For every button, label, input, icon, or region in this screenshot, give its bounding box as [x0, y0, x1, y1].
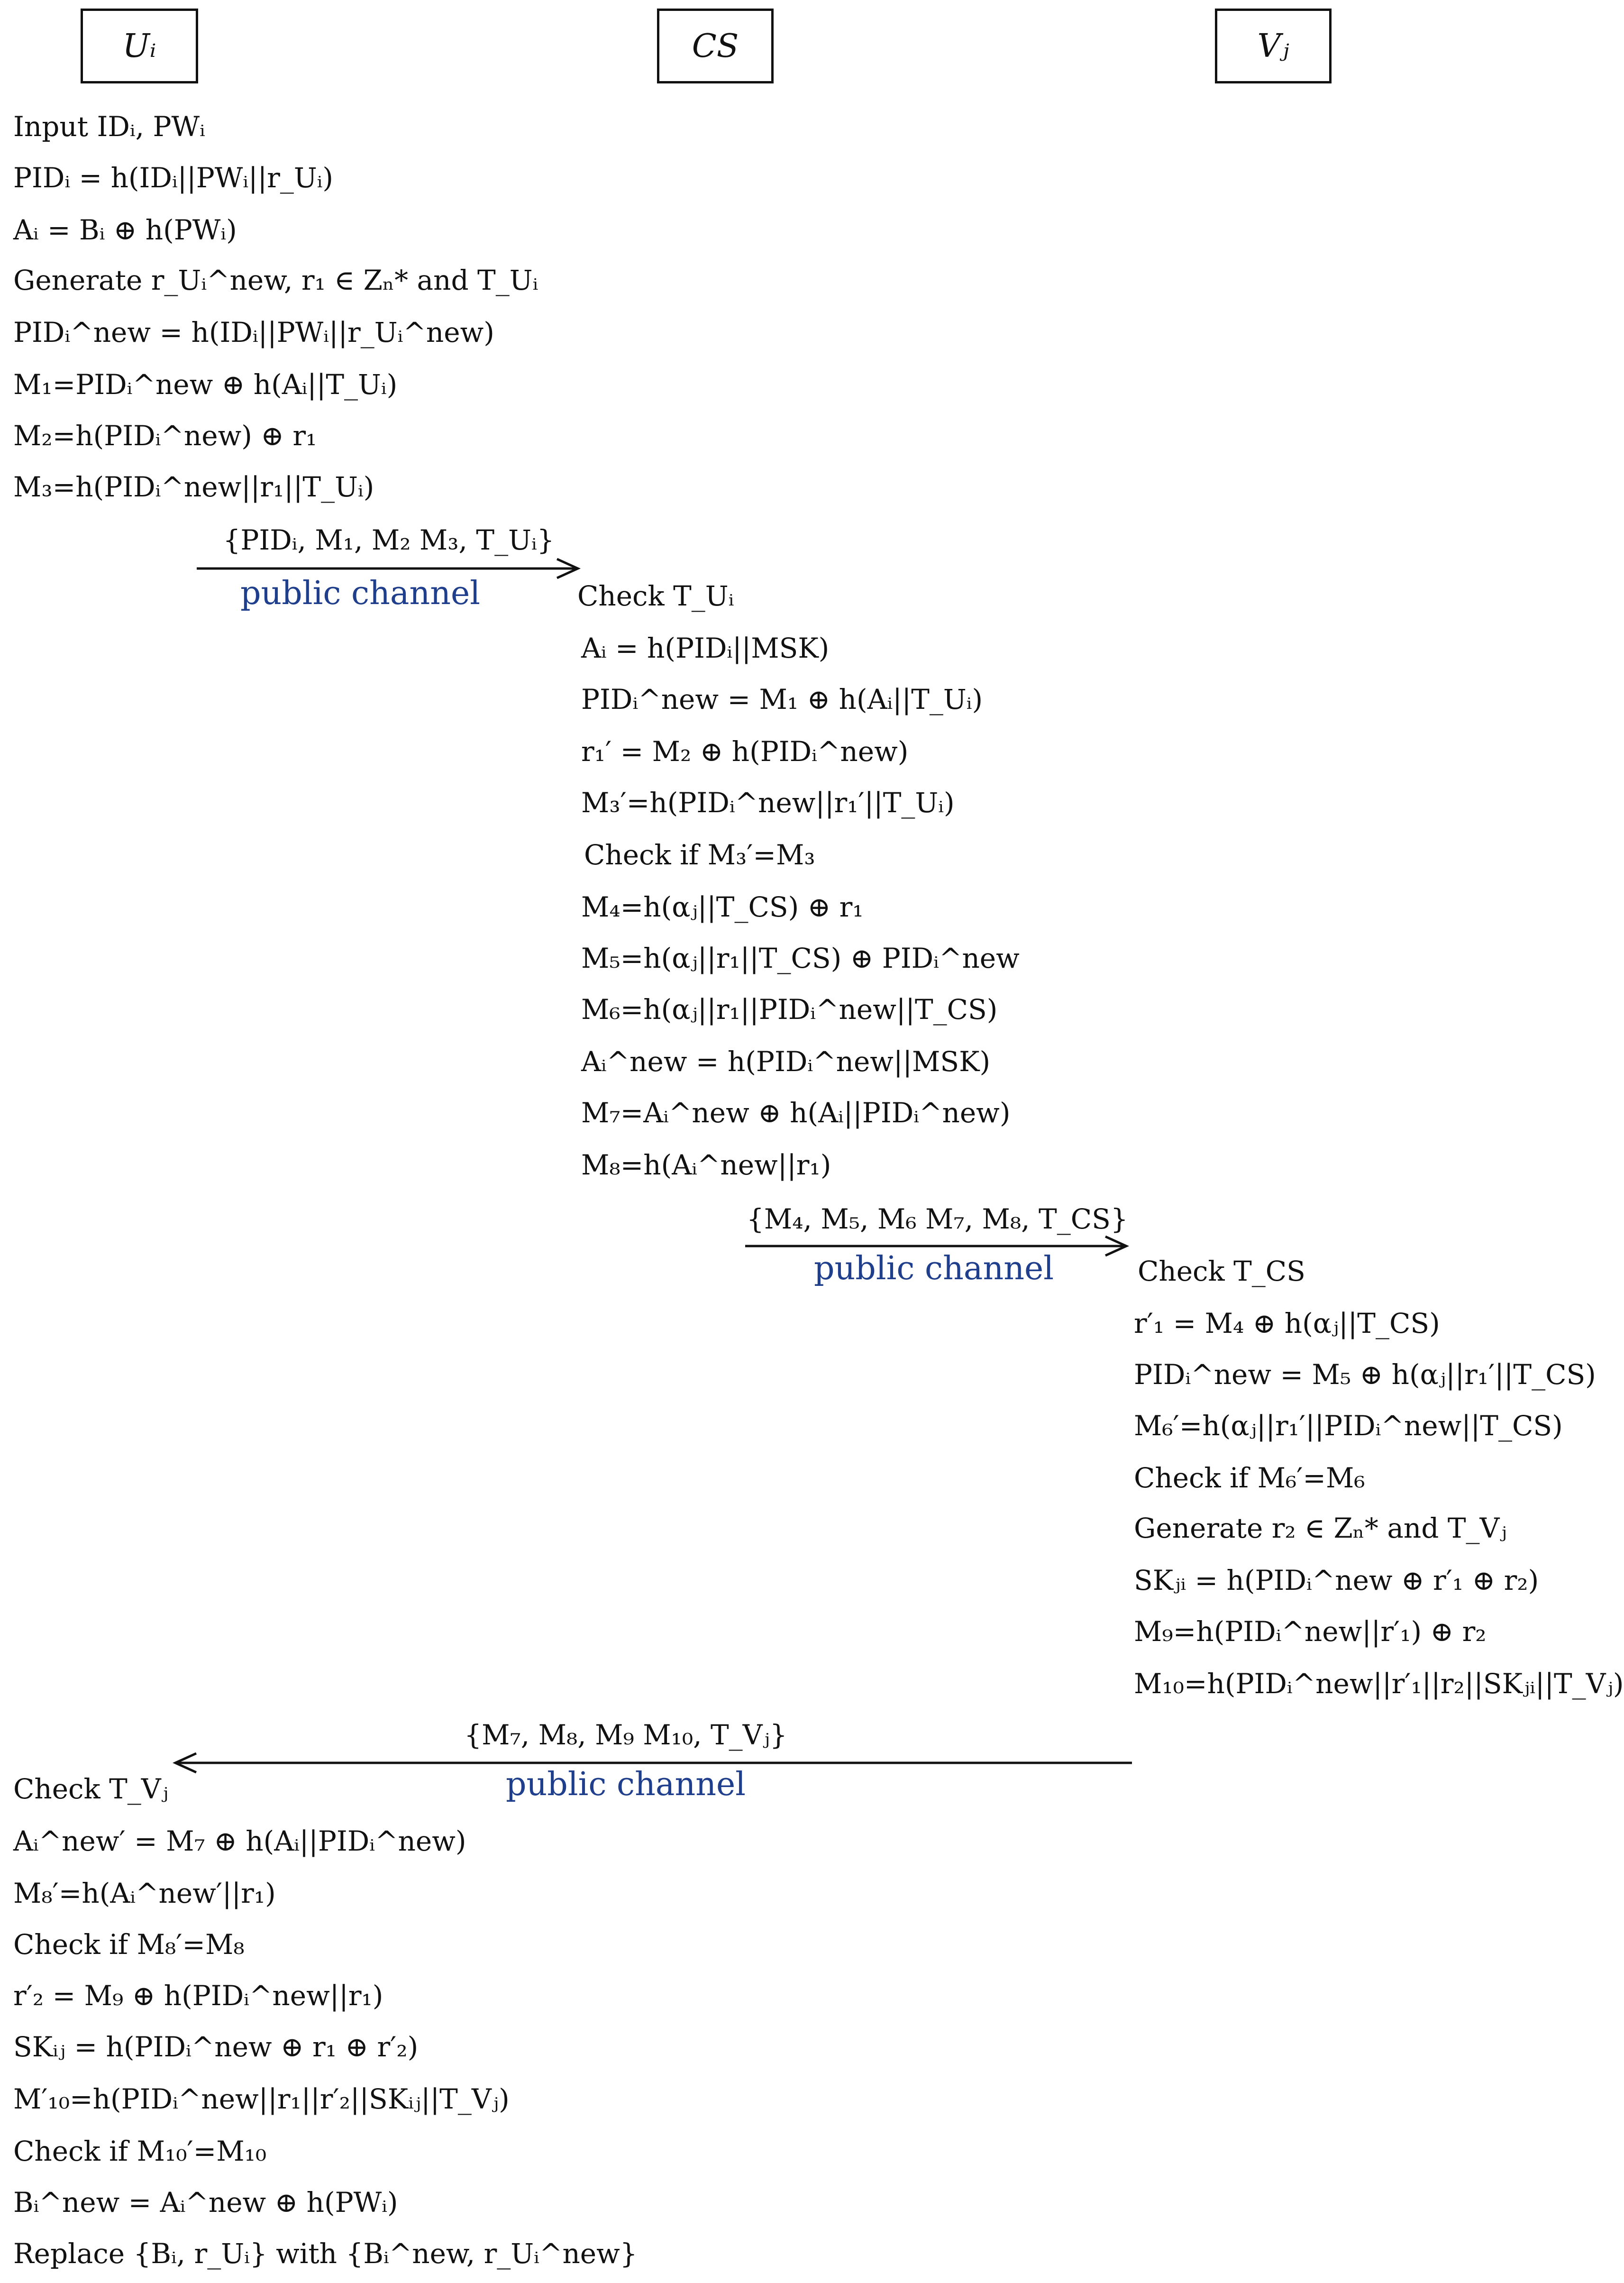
message-2-label: {M₄, M₅, M₆ M₇, M₈, T_CS}: [747, 1203, 1128, 1235]
step-line: M′₁₀=h(PIDᵢ^new||r₁||r′₂||SKᵢⱼ||T_Vⱼ): [13, 2083, 510, 2115]
step-line: r₁′ = M₂ ⊕ h(PIDᵢ^new): [581, 735, 909, 768]
step-line: Bᵢ^new = Aᵢ^new ⊕ h(PWᵢ): [13, 2186, 398, 2219]
step-line: M₂=h(PIDᵢ^new) ⊕ r₁: [13, 420, 317, 452]
step-line: Check T_Uᵢ: [577, 580, 734, 612]
party-label-cs: CS: [692, 27, 739, 65]
step-line: M₈′=h(Aᵢ^new′||r₁): [13, 1877, 276, 1909]
step-line: PIDᵢ^new = h(IDᵢ||PWᵢ||r_Uᵢ^new): [13, 316, 494, 348]
step-line: r′₂ = M₉ ⊕ h(PIDᵢ^new||r₁): [13, 1980, 383, 2012]
step-line: PIDᵢ^new = M₁ ⊕ h(Aᵢ||T_Uᵢ): [581, 683, 983, 715]
step-line: M₈=h(Aᵢ^new||r₁): [581, 1149, 831, 1181]
party-box-vehicle: [1215, 9, 1332, 83]
step-line: Aᵢ^new′ = M₇ ⊕ h(Aᵢ||PIDᵢ^new): [13, 1825, 466, 1857]
step-line: Check if M₈′=M₈: [13, 1928, 245, 1961]
step-line: M₁₀=h(PIDᵢ^new||r′₁||r₂||SKⱼᵢ||T_Vⱼ): [1134, 1668, 1624, 1700]
party-label-user: Uᵢ: [122, 27, 156, 65]
step-line: SKᵢⱼ = h(PIDᵢ^new ⊕ r₁ ⊕ r′₂): [13, 2031, 419, 2063]
step-line: Generate r₂ ∈ Zₙ* and T_Vⱼ: [1134, 1512, 1507, 1544]
step-line: M₆′=h(αⱼ||r₁′||PIDᵢ^new||T_CS): [1134, 1410, 1563, 1442]
step-line: M₇=Aᵢ^new ⊕ h(Aᵢ||PIDᵢ^new): [581, 1097, 1011, 1129]
message-3-label: {M₇, M₈, M₉ M₁₀, T_Vⱼ}: [464, 1719, 787, 1751]
step-line: PIDᵢ = h(IDᵢ||PWᵢ||r_Uᵢ): [13, 162, 334, 194]
step-line: PIDᵢ^new = M₅ ⊕ h(αⱼ||r₁′||T_CS): [1134, 1358, 1596, 1391]
step-line: Check if M₃′=M₃: [584, 839, 815, 871]
step-line: Input IDᵢ, PWᵢ: [13, 110, 205, 143]
step-line: M₃′=h(PIDᵢ^new||r₁′||T_Uᵢ): [581, 787, 955, 819]
step-line: M₆=h(αⱼ||r₁||PIDᵢ^new||T_CS): [581, 993, 998, 1026]
channel-label-2: public channel: [813, 1250, 1054, 1287]
step-line: Check if M₁₀′=M₁₀: [13, 2135, 267, 2167]
step-line: Replace {Bᵢ, r_Uᵢ} with {Bᵢ^new, r_Uᵢ^new}: [13, 2237, 638, 2270]
step-line: r′₁ = M₄ ⊕ h(αⱼ||T_CS): [1134, 1307, 1440, 1339]
step-line: Check if M₆′=M₆: [1134, 1462, 1365, 1494]
step-line: M₅=h(αⱼ||r₁||T_CS) ⊕ PIDᵢ^new: [581, 942, 1020, 974]
step-line: Aᵢ = Bᵢ ⊕ h(PWᵢ): [13, 214, 237, 246]
party-box-user: [81, 9, 198, 83]
step-line: Aᵢ^new = h(PIDᵢ^new||MSK): [581, 1045, 991, 1078]
party-label-vehicle: Vⱼ: [1257, 27, 1289, 65]
step-line: M₉=h(PIDᵢ^new||r′₁) ⊕ r₂: [1134, 1615, 1487, 1648]
step-line: SKⱼᵢ = h(PIDᵢ^new ⊕ r′₁ ⊕ r₂): [1134, 1564, 1539, 1596]
step-line: M₁=PIDᵢ^new ⊕ h(Aᵢ||T_Uᵢ): [13, 368, 398, 401]
step-line: Check T_CS: [1138, 1255, 1305, 1287]
party-box-cs: [657, 9, 774, 83]
step-line: Aᵢ = h(PIDᵢ||MSK): [581, 632, 830, 664]
step-line: M₃=h(PIDᵢ^new||r₁||T_Uᵢ): [13, 471, 374, 503]
step-line: Generate r_Uᵢ^new, r₁ ∈ Zₙ* and T_Uᵢ: [13, 264, 538, 296]
channel-label-1: public channel: [240, 575, 481, 612]
step-line: Check T_Vⱼ: [13, 1773, 169, 1805]
message-1-label: {PIDᵢ, M₁, M₂ M₃, T_Uᵢ}: [223, 524, 555, 556]
step-line: M₄=h(αⱼ||T_CS) ⊕ r₁: [581, 891, 864, 923]
channel-label-3: public channel: [505, 1766, 746, 1803]
